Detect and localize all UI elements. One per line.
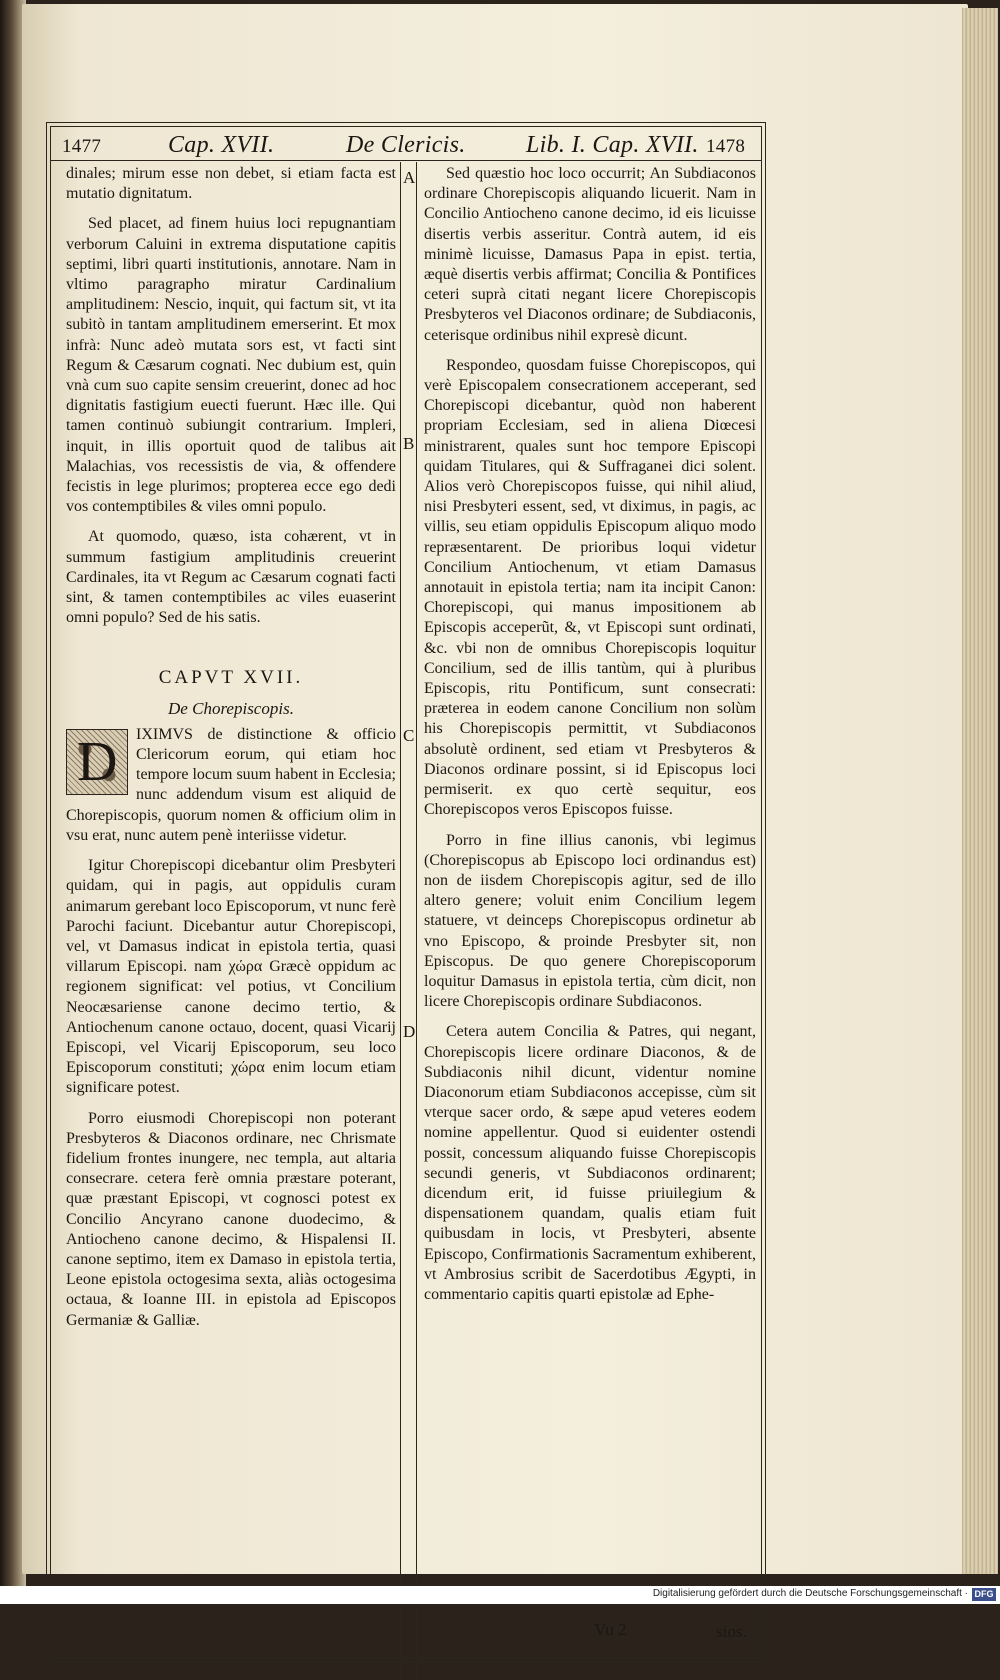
right-paragraph-1: Sed quæstio hoc loco occurrit; An Subdiaconos ordinare Chorepiscopis aliquando licuerit. Nam in Concilio Antiocheno canone decimo, id eis licuisse disertis verbis asseritur. Contrà autem, id eis minimè licuisse, Damasus Papa in epist. tertia, æquè disertis verbis affirmat; Concilia & Pontifices ceteri suprà citati negant licere Chorepiscopis Presbyteros vel Diaconos ordinare; de Subdiaconis, ceterisque ordinibus nihil expresè dicunt. bbox=[424, 165, 756, 344]
signature-mark: Vu 2 bbox=[594, 1620, 627, 1639]
left-paragraph-3: At quomodo, quæso, ista cohærent, vt in summum fastigium amplitudinis creuerint Cardinales, ita vt Regum ac Cæsarum cognati facti sint, & tamen contemptibiles ac viles euaserint omni populo? Sed de his satis. bbox=[66, 528, 396, 627]
left-column bbox=[66, 164, 396, 1331]
header-lib-cap-right: Lib. I. Cap. XVII. bbox=[526, 132, 699, 158]
right-paragraph-4: Cetera autem Concilia & Patres, qui negant, Chorepiscopis licere ordinare Diaconos, & de Subdiaconis nihil dicunt, videntur nomine Diaconorum etiam Subdiaconos accepisse, cùm sit vterque sacer ordo, & sæpe apud veteres eodem nomine appellentur. Quod si euidenter ostendi possit, concessum aliquando fuisse Chorepiscopis secundi generis, vt Subdiaconos ordinarent; dicendum erit, id fuisse priuilegium & dispensationem quandam, qualis etiam fuit quibusdam in locis, vt Presbyteri, absente Episcopo, Confirmationis Sacramentum exhiberent, vt Ambrosius scribit de Sacerdotibus Ægypti, in commentario capitis quarti epistolæ ad Ephe- bbox=[424, 1023, 756, 1303]
chapter-subtitle: De Chorepiscopis. bbox=[168, 698, 294, 718]
left-paragraph-4: IXIMVS de distinctione & officio Clericorum eorum, qui etiam hoc tempore locum suum habent in Ecclesia; nunc addendum visum est aliquid de Chorepiscopis, quorum nomen & officium olim in vsu erat, nunc autem penè interiisse videtur. bbox=[66, 725, 396, 844]
marker-a: A bbox=[403, 168, 416, 187]
header-de-clericis: De Clericis. bbox=[346, 132, 466, 158]
left-paragraph-6: Porro eiusmodi Chorepiscopi non poterant Presbyteros & Diaconos ordinare, nec Chrismate fidelium frontes inungere, nec templa, aut altaria consecrare. cetera ferè omnia præstare poterant, quæ præstant Episcopi, vt cognosci potest ex Concilio Ancyrano canone duodecimo, & Antiocheno canone decimo, & Hispalensi II. canone septimo, item ex Damaso in epistola tertia, Leone epistola octogesima sexta, aliàs octogesima octaua, & Ioanne III. in epistola ad Episcopos Germaniæ & Galliæ. bbox=[66, 1109, 396, 1329]
right-paragraph-2: Respondeo, quosdam fuisse Chorepiscopos, qui verè Episcopalem consecrationem acceperant, sed Chorepiscopi dicebantur, quòd non haberent propriam Ecclesiam, sed in aliena Diœcesi ministrarent, quales sunt hoc tempore Episcopi quidam Titulares, qui & Suffraganei dici solent. Alios verò Chorepiscopos fuisse, qui nihil aliud, nisi Presbyteri essent, sed, vt diximus, in pagis, ac villis, seu etiam oppidulis Episcopum aliquo modo repræsentarent. De prioribus loqui videtur Concilium Antiochenum, vt etiam Damasus annotauit in epistola tertia; nam ita incipit Canon: Chorepiscopi, qui manus impositionem ab Episcopis acceperũt, &, vt Episcopi sunt ordinati, &c. vbi non de omnibus Chorepiscopis loquitur Concilium, sed de illis tantùm, qui à pluribus Episcopis, ritu Pontificum, sunt consecrati: præterea in eodem canone Concilium non solùm his Chorepiscopis permittit, vt Subdiaconos absolutè ordinent, sed etiam vt Presbyteros & Diaconos ordinare possint, si id Episcopus loci permiserit. ex quo certè sequitur, eos Chorepiscopos veros Episcopos fuisse. bbox=[424, 356, 756, 819]
right-paragraph-3: Porro in fine illius canonis, vbi legimus (Chorepiscopus ab Episcopo loci ordinandus est) non de iisdem Chorepiscopis agitur, sed de illo altero genere; voluit enim Concilium legem statuere, vt deinceps Chorepiscopus ordinetur ab vno Episcopo, & proinde Presbyter sit, non Episcopus. De quo genere Chorepiscoporum loquitur Damasus in epistola tertia, cùm dicit, non licere Chorepiscopis ordinare Subdiaconos. bbox=[424, 831, 756, 1011]
digitization-credit: Digitalisierung gefördert durch die Deutsche Forschungsgemeinschaft · bbox=[652, 1588, 968, 1599]
left-paragraph-2: Sed placet, ad finem huius loci repugnantiam verborum Caluini in extrema disputatione capitis septimi, libri quarti institutionis, annotare. Nam in vltimo paragrapho miratur Cardinalium amplitudinem: Nescio, inquit, qui factum sit, vt ita subitò in tantam amplitudinem emerserint. Et mox infrà: Nunc adeò mutata sors est, vt facti sint Regum & Cæsarum cognati. Nec dubium est, quin vnà cum suo capite sensim creuerint, donec ad hoc dignitatis fastigium euecti fuerunt. Hæc ille. Qui tamen continuò subiungit contrarium. Impleri, inquit, in illis oportuit quod de talibus ait Malachias, vos recessistis de via, & offendere fecistis in lege plurimos; propterea ecce ego dedi vos contemptibiles & viles omni populo. bbox=[66, 215, 396, 516]
page-number-left: 1477 bbox=[62, 136, 102, 157]
page-edges bbox=[962, 8, 998, 1574]
page-number-right: 1478 bbox=[706, 136, 746, 157]
decorated-initial bbox=[66, 729, 128, 795]
header-rule bbox=[50, 160, 762, 161]
header-cap-left: Cap. XVII. bbox=[168, 132, 275, 158]
dfg-logo: DFG bbox=[972, 1588, 996, 1601]
running-header bbox=[56, 128, 762, 162]
left-paragraph-5: Igitur Chorepiscopi dicebantur olim Presbyteri quidam, qui in pagis, aut oppidulis curam animarum gerebant loco Episcoporum, vt nunc ferè Parochi faciunt. Dicebantur autur Chorepiscopi, vel, vt Damasus indicat in epistola tertia, quasi villarum Episcopi. nam χώρα Græcè oppidum ac regionem significat: vel potius, vt Concilium Neocæsariense canone decimo tertio, & Antiochenum canone octauo, docent, quasi Vicarij Episcopi, vel Vicarij Episcoporum, seu loco Episcoporum constituti; χώρα enim locum etiam significare potest. bbox=[66, 857, 396, 1097]
chapter-heading: CAPVT XVII. bbox=[158, 667, 304, 689]
marker-b: B bbox=[403, 434, 415, 453]
column-divider-right bbox=[416, 162, 417, 1680]
marker-d: D bbox=[403, 1022, 416, 1041]
catchword: sios. bbox=[716, 1622, 747, 1641]
column-divider-left bbox=[400, 162, 401, 1680]
right-column bbox=[424, 164, 756, 1305]
decorated-initial-letter: D bbox=[77, 730, 118, 793]
marker-c: C bbox=[403, 726, 415, 745]
left-paragraph-1: dinales; mirum esse non debet, si etiam facta est mutatio dignitatum. bbox=[66, 165, 396, 203]
